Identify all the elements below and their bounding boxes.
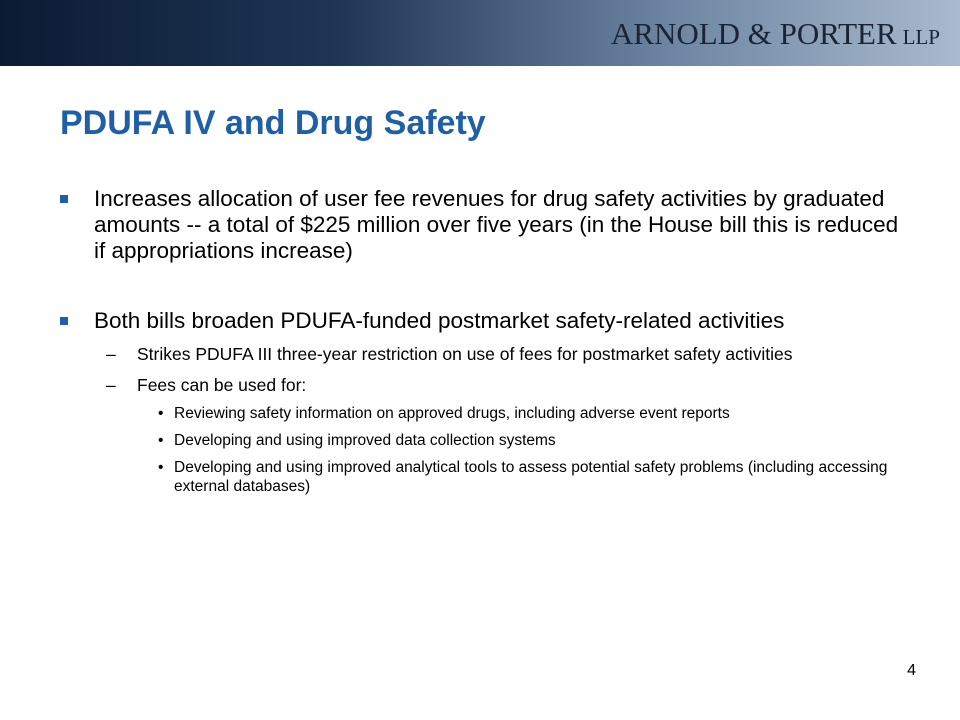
dash-bullet-icon: – [106, 375, 116, 395]
sub-bullet-text: Fees can be used for: [137, 375, 307, 395]
page-number: 4 [907, 662, 916, 679]
sub-bullet-item [60, 375, 900, 396]
sub-bullet-text: Strikes PDUFA III three-year restriction on use of fees for postmarket safety activities [137, 344, 793, 364]
bullet-text: Both bills broaden PDUFA-funded postmarket safety-related activities [94, 308, 785, 333]
square-bullet-icon [60, 195, 68, 203]
logo-suffix: LLP [902, 25, 940, 49]
bullet-spacer [60, 264, 900, 308]
sub-sub-bullet-text: Developing and using improved analytical tools to assess potential safety problems (including accessing external databases) [174, 459, 888, 495]
slide-body [60, 186, 900, 496]
bullet-item [60, 186, 900, 264]
bullet-text: Increases allocation of user fee revenues for drug safety activities by graduated amounts -- a total of $225 million over five years (in the House bill this is reduced if appropriations increase) [94, 186, 899, 263]
slide-title: PDUFA IV and Drug Safety [60, 104, 486, 142]
dot-bullet-icon: • [158, 432, 164, 449]
logo-text: ARNOLD & PORTER [610, 16, 897, 51]
dot-bullet-icon: • [158, 459, 164, 476]
sub-sub-bullet-item [60, 431, 900, 450]
sub-sub-bullet-text: Reviewing safety information on approved drugs, including adverse event reports [174, 405, 730, 422]
bullet-item [60, 308, 900, 334]
dot-bullet-icon: • [158, 405, 164, 422]
square-bullet-icon [60, 317, 68, 325]
sub-bullet-item [60, 344, 900, 365]
firm-logo [611, 16, 940, 52]
header-band [0, 0, 960, 66]
dash-bullet-icon: – [106, 344, 116, 364]
sub-sub-bullet-item [60, 404, 900, 423]
sub-sub-bullet-item [60, 458, 900, 496]
sub-sub-bullet-text: Developing and using improved data collection systems [174, 432, 556, 449]
